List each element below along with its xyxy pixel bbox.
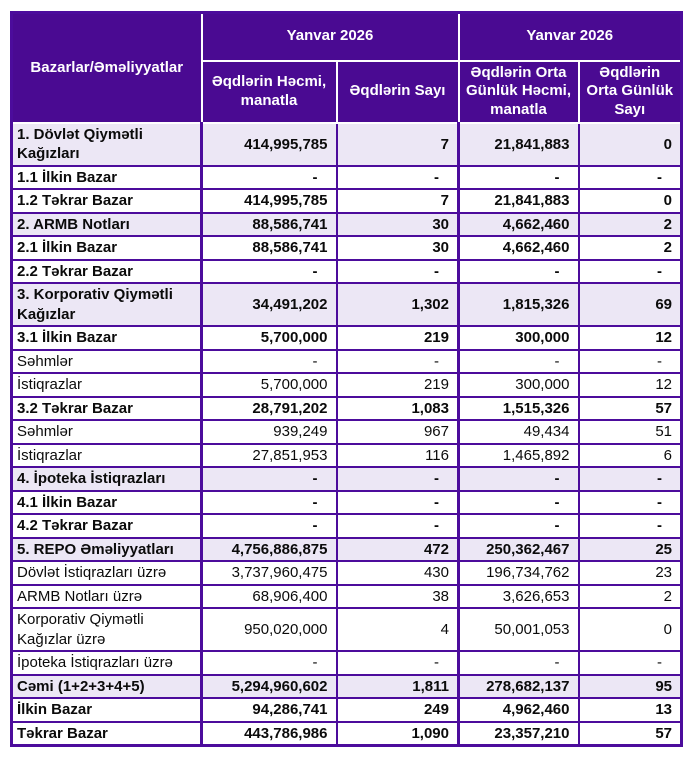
cell-value: 4,962,460 [459,698,579,722]
cell-value: 219 [337,373,459,397]
row-label: 2. ARMB Notları [12,213,202,237]
table-row [12,585,682,609]
cell-value: - [579,514,682,538]
cell-value: - [579,467,682,491]
table-row [12,491,682,515]
table-row [12,326,682,350]
row-label: İpoteka İstiqrazları üzrə [12,651,202,675]
row-label: 1.2 Təkrar Bazar [12,189,202,213]
table-row [12,213,682,237]
col-header-deal-count: Əqdlərin Sayı [337,61,459,123]
cell-value: 57 [579,397,682,421]
cell-value: 25 [579,538,682,562]
row-label: 3.1 İlkin Bazar [12,326,202,350]
table-row [12,123,682,166]
table-row [12,675,682,699]
cell-value: 3,626,653 [459,585,579,609]
cell-value: 5,700,000 [202,326,337,350]
cell-value: - [579,491,682,515]
cell-value: 300,000 [459,373,579,397]
cell-value: 57 [579,722,682,746]
row-label: ARMB Notları üzrə [12,585,202,609]
cell-value: 0 [579,189,682,213]
cell-value: 69 [579,283,682,326]
cell-value: 12 [579,326,682,350]
cell-value: - [459,467,579,491]
row-label: Dövlət İstiqrazları üzrə [12,561,202,585]
cell-value: 23 [579,561,682,585]
cell-value: - [337,350,459,374]
cell-value: - [459,651,579,675]
table-row [12,651,682,675]
cell-value: - [337,166,459,190]
cell-value: 95 [579,675,682,699]
cell-value: 30 [337,236,459,260]
cell-value: 27,851,953 [202,444,337,468]
row-label: 3. Korporativ Qiymətli Kağızlar [12,283,202,326]
row-label: Cəmi (1+2+3+4+5) [12,675,202,699]
cell-value: 249 [337,698,459,722]
table-row [12,467,682,491]
row-label: 4. İpoteka İstiqrazları [12,467,202,491]
cell-value: - [459,514,579,538]
market-operations-table [10,11,683,747]
cell-value: 49,434 [459,420,579,444]
cell-value: 414,995,785 [202,123,337,166]
cell-value: 4 [337,608,459,651]
cell-value: 51 [579,420,682,444]
cell-value: 1,090 [337,722,459,746]
table-row [12,350,682,374]
cell-value: 88,586,741 [202,236,337,260]
table-row [12,561,682,585]
col-header-avg-daily-volume: Əqdlərin Orta Günlük Həcmi, manatla [459,61,579,123]
cell-value: - [202,491,337,515]
table-row [12,260,682,284]
cell-value: 2 [579,585,682,609]
cell-value: 2 [579,236,682,260]
cell-value: 1,515,326 [459,397,579,421]
row-label: 4.2 Təkrar Bazar [12,514,202,538]
table-row [12,698,682,722]
row-label: 4.1 İlkin Bazar [12,491,202,515]
group-header-yanvar-2026-daily: Yanvar 2026 [459,13,682,61]
cell-value: 250,362,467 [459,538,579,562]
row-label: Təkrar Bazar [12,722,202,746]
table-row [12,420,682,444]
row-label: Səhmlər [12,350,202,374]
cell-value: 1,815,326 [459,283,579,326]
cell-value: 38 [337,585,459,609]
cell-value: - [459,260,579,284]
cell-value: - [459,491,579,515]
cell-value: 443,786,986 [202,722,337,746]
cell-value: 6 [579,444,682,468]
cell-value: 1,465,892 [459,444,579,468]
cell-value: 300,000 [459,326,579,350]
cell-value: 21,841,883 [459,123,579,166]
cell-value: 4,756,886,875 [202,538,337,562]
cell-value: 4,662,460 [459,213,579,237]
table-row [12,236,682,260]
cell-value: - [337,651,459,675]
cell-value: - [337,491,459,515]
cell-value: 68,906,400 [202,585,337,609]
cell-value: 430 [337,561,459,585]
cell-value: 5,294,960,602 [202,675,337,699]
cell-value: - [202,350,337,374]
cell-value: 0 [579,608,682,651]
table-row [12,283,682,326]
cell-value: 1,083 [337,397,459,421]
cell-value: 23,357,210 [459,722,579,746]
cell-value: 1,302 [337,283,459,326]
row-label: 5. REPO Əməliyyatları [12,538,202,562]
cell-value: 30 [337,213,459,237]
row-label: İlkin Bazar [12,698,202,722]
cell-value: - [579,651,682,675]
table-row [12,373,682,397]
row-label: Korporativ Qiymətli Kağızlar üzrə [12,608,202,651]
table-body [12,123,682,746]
cell-value: 278,682,137 [459,675,579,699]
table-row [12,444,682,468]
row-label: 3.2 Təkrar Bazar [12,397,202,421]
cell-value: - [202,467,337,491]
cell-value: 21,841,883 [459,189,579,213]
row-label: İstiqrazlar [12,444,202,468]
cell-value: - [579,166,682,190]
corner-header-markets-operations: Bazarlar/Əməliyyatlar [12,13,202,123]
cell-value: - [337,467,459,491]
cell-value: 0 [579,123,682,166]
row-label: Səhmlər [12,420,202,444]
cell-value: 12 [579,373,682,397]
col-header-deal-volume: Əqdlərin Həcmi, manatla [202,61,337,123]
table-row [12,189,682,213]
cell-value: 950,020,000 [202,608,337,651]
table-row [12,538,682,562]
row-label: 1. Dövlət Qiymətli Kağızları [12,123,202,166]
table-row [12,514,682,538]
cell-value: 414,995,785 [202,189,337,213]
row-label: İstiqrazlar [12,373,202,397]
group-header-yanvar-2026-volume: Yanvar 2026 [202,13,459,61]
table-row [12,397,682,421]
cell-value: 116 [337,444,459,468]
row-label: 2.2 Təkrar Bazar [12,260,202,284]
cell-value: 7 [337,189,459,213]
cell-value: - [579,260,682,284]
table-row [12,166,682,190]
cell-value: 34,491,202 [202,283,337,326]
cell-value: - [202,166,337,190]
row-label: 2.1 İlkin Bazar [12,236,202,260]
cell-value: 4,662,460 [459,236,579,260]
cell-value: - [202,260,337,284]
row-label: 1.1 İlkin Bazar [12,166,202,190]
cell-value: 5,700,000 [202,373,337,397]
cell-value: - [579,350,682,374]
col-header-avg-daily-count: Əqdlərin Orta Günlük Sayı [579,61,682,123]
cell-value: 94,286,741 [202,698,337,722]
cell-value: - [337,260,459,284]
cell-value: 219 [337,326,459,350]
cell-value: 2 [579,213,682,237]
cell-value: 967 [337,420,459,444]
table-row [12,722,682,746]
cell-value: 196,734,762 [459,561,579,585]
cell-value: 7 [337,123,459,166]
cell-value: 939,249 [202,420,337,444]
cell-value: - [459,166,579,190]
cell-value: 13 [579,698,682,722]
cell-value: - [337,514,459,538]
cell-value: - [202,514,337,538]
cell-value: 3,737,960,475 [202,561,337,585]
cell-value: 50,001,053 [459,608,579,651]
table-header [12,13,682,123]
cell-value: 28,791,202 [202,397,337,421]
cell-value: 1,811 [337,675,459,699]
cell-value: - [202,651,337,675]
cell-value: 88,586,741 [202,213,337,237]
table-row [12,608,682,651]
cell-value: - [459,350,579,374]
cell-value: 472 [337,538,459,562]
